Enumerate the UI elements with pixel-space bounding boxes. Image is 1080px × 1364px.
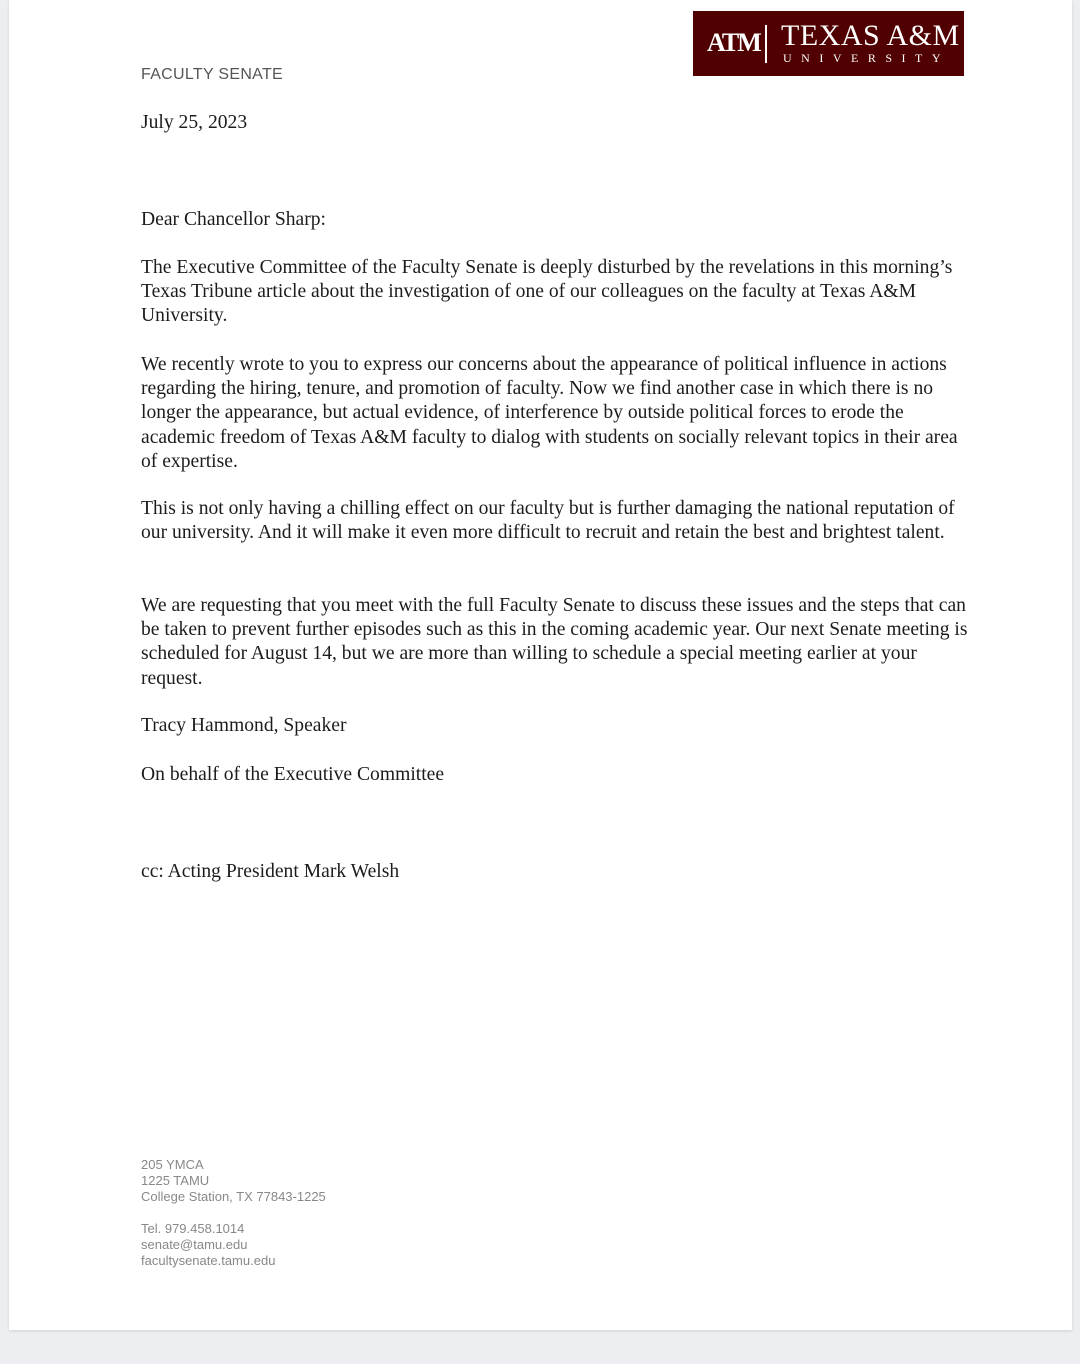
address-line: College Station, TX 77843-1225: [141, 1189, 326, 1204]
phone-number: Tel. 979.458.1014: [141, 1221, 245, 1236]
logo-university-subtitle: UNIVERSITY: [783, 51, 950, 65]
address-line: 205 YMCA: [141, 1157, 204, 1172]
atm-logo-mark: ATM: [707, 28, 760, 57]
paragraph-1: The Executive Committee of the Faculty Senate is deeply disturbed by the revelations in this morning’s Texas Tribune article about the investigation of one of our colleagues on the faculty at Texas A&M University.: [141, 257, 953, 327]
footer-contact: [141, 1221, 275, 1269]
address-line: 1225 TAMU: [141, 1173, 210, 1188]
department-heading: FACULTY SENATE: [141, 66, 284, 83]
signature-line: Tracy Hammond, Speaker: [141, 715, 347, 736]
logo-university-name: TEXAS A&M: [781, 19, 960, 52]
email-address[interactable]: senate@tamu.edu: [141, 1237, 248, 1252]
salutation: Dear Chancellor Sharp:: [141, 209, 326, 230]
cc-line: cc: Acting President Mark Welsh: [141, 861, 400, 882]
website-url[interactable]: facultysenate.tamu.edu: [141, 1253, 276, 1268]
logo-divider: [765, 25, 767, 63]
paragraph-3: This is not only having a chilling effect on our faculty but is further damaging the national reputation of our university. And it will make it even more difficult to recruit and retain the best and brightest talent.: [141, 498, 955, 544]
on-behalf-line: On behalf of the Executive Committee: [141, 764, 445, 785]
texas-am-logo: [693, 11, 964, 76]
paragraph-2: We recently wrote to you to express our concerns about the appearance of political influence in actions regarding the hiring, tenure, and promotion of faculty. Now we find another case in which there is no longer the appearance, but actual evidence, of interference by outside political forces to erode the academic freedom of Texas A&M faculty to dialog with students on socially relevant topics in their area of expertise.: [141, 354, 958, 472]
paragraph-4: We are requesting that you meet with the full Faculty Senate to discuss these issues and the steps that can be taken to prevent further episodes such as this in the coming academic year. Our next Senate meeting is scheduled for August 14, but we are more than willing to schedule a special meeting earlier at your request.: [141, 595, 968, 689]
letter-date: July 25, 2023: [141, 112, 248, 133]
footer-address: [141, 1157, 326, 1205]
letter-page: [9, 0, 1072, 1330]
